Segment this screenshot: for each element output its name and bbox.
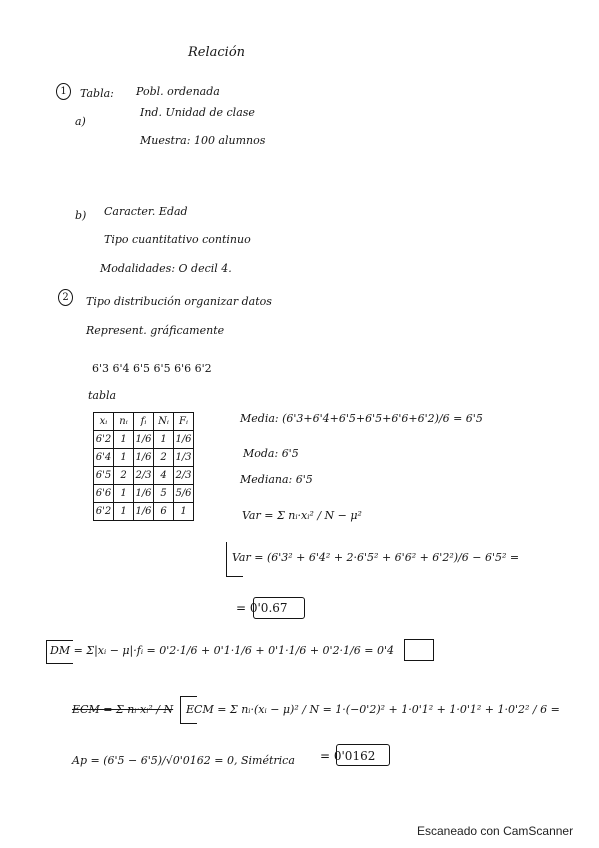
- section1-a-row: Pobl. ordenada: [136, 85, 220, 98]
- data-values: 6'3 6'4 6'5 6'5 6'6 6'2: [92, 362, 212, 375]
- table-cell: 1: [154, 431, 174, 449]
- table-header-row: [94, 413, 194, 431]
- table-cell: 2: [114, 467, 134, 485]
- section-1-number: 1: [56, 83, 71, 100]
- varianza-result: = 0'0.67: [236, 601, 288, 615]
- section-2-number: 2: [58, 289, 73, 306]
- tabla-word: Tabla:: [80, 87, 114, 100]
- header-cell: fᵢ: [134, 413, 154, 431]
- section1-a-row: Ind. Unidad de clase: [140, 106, 255, 119]
- table-row: [94, 503, 194, 521]
- table-cell: 6: [154, 503, 174, 521]
- ecm-line: ECM = Σ nᵢ·(xᵢ − μ)² / N = 1·(−0'2)² + 1·0'1² + 1·0'1² + 1·0'2² / 6 =: [186, 703, 560, 716]
- table-cell: 1/6: [134, 431, 154, 449]
- table-cell: 1: [174, 503, 194, 521]
- table-cell: 1: [114, 431, 134, 449]
- section2-line: Tipo distribución organizar datos: [86, 295, 272, 308]
- part-b-label: b): [75, 209, 87, 222]
- table-cell: 2: [154, 449, 174, 467]
- table-cell: 1: [114, 449, 134, 467]
- var-result-box: [253, 597, 305, 619]
- frequency-table: [93, 412, 194, 521]
- table-cell: 2/3: [174, 467, 194, 485]
- dm-result-box: [404, 639, 434, 661]
- section2-line: Represent. gráficamente: [86, 324, 225, 337]
- header-cell: Nᵢ: [154, 413, 174, 431]
- section1-b-row: Tipo cuantitativo continuo: [104, 233, 251, 246]
- table-row: [94, 449, 194, 467]
- table-cell: 2/3: [134, 467, 154, 485]
- part-a-label: a): [75, 115, 86, 128]
- table-row: [94, 431, 194, 449]
- varianza-formula: Var = Σ nᵢ·xᵢ² / N − μ²: [242, 509, 362, 522]
- table-cell: 5/6: [174, 485, 194, 503]
- media-line: Media: (6'3+6'4+6'5+6'5+6'6+6'2)/6 = 6'5: [240, 412, 483, 425]
- moda-line: Moda: 6'5: [243, 447, 299, 460]
- section1-b-row: Caracter. Edad: [104, 205, 188, 218]
- table-cell: 1: [114, 503, 134, 521]
- section1-b-row: Modalidades: O decil 4.: [100, 262, 232, 275]
- dm-line: DM = Σ|xᵢ − μ|·fᵢ = 0'2·1/6 + 0'1·1/6 + 0'1·1/6 + 0'2·1/6 = 0'4: [50, 644, 394, 657]
- table-cell: 6'5: [94, 467, 114, 485]
- tabla-label: tabla: [88, 389, 117, 402]
- ecm-result-box: [336, 744, 390, 766]
- table-cell: 1: [114, 485, 134, 503]
- ecm-struck-formula: ECM = Σ nᵢ·xᵢ² / N: [72, 703, 174, 716]
- section1-a-row: Muestra: 100 alumnos: [140, 134, 266, 147]
- table-cell: 4: [154, 467, 174, 485]
- table-cell: 6'2: [94, 431, 114, 449]
- table-cell: 5: [154, 485, 174, 503]
- table-row: [94, 467, 194, 485]
- asimetria-line: Ap = (6'5 − 6'5)/√0'0162 = 0, Simétrica: [72, 754, 295, 767]
- header-cell: xᵢ: [94, 413, 114, 431]
- table-cell: 1/3: [174, 449, 194, 467]
- page-title: Relación: [188, 45, 246, 60]
- table-cell: 1/6: [134, 449, 154, 467]
- scanner-footer: Escaneado con CamScanner: [417, 824, 574, 838]
- table-cell: 1/6: [174, 431, 194, 449]
- table-cell: 6'4: [94, 449, 114, 467]
- ecm-result: = 0'0162: [320, 749, 376, 763]
- table-row: [94, 485, 194, 503]
- table-cell: 1/6: [134, 503, 154, 521]
- header-cell: Fᵢ: [174, 413, 194, 431]
- table-cell: 6'2: [94, 503, 114, 521]
- table-cell: 1/6: [134, 485, 154, 503]
- table-cell: 6'6: [94, 485, 114, 503]
- mediana-line: Mediana: 6'5: [240, 473, 313, 486]
- header-cell: nᵢ: [114, 413, 134, 431]
- varianza-calc: Var = (6'3² + 6'4² + 2·6'5² + 6'6² + 6'2²)/6 − 6'5² =: [232, 551, 520, 564]
